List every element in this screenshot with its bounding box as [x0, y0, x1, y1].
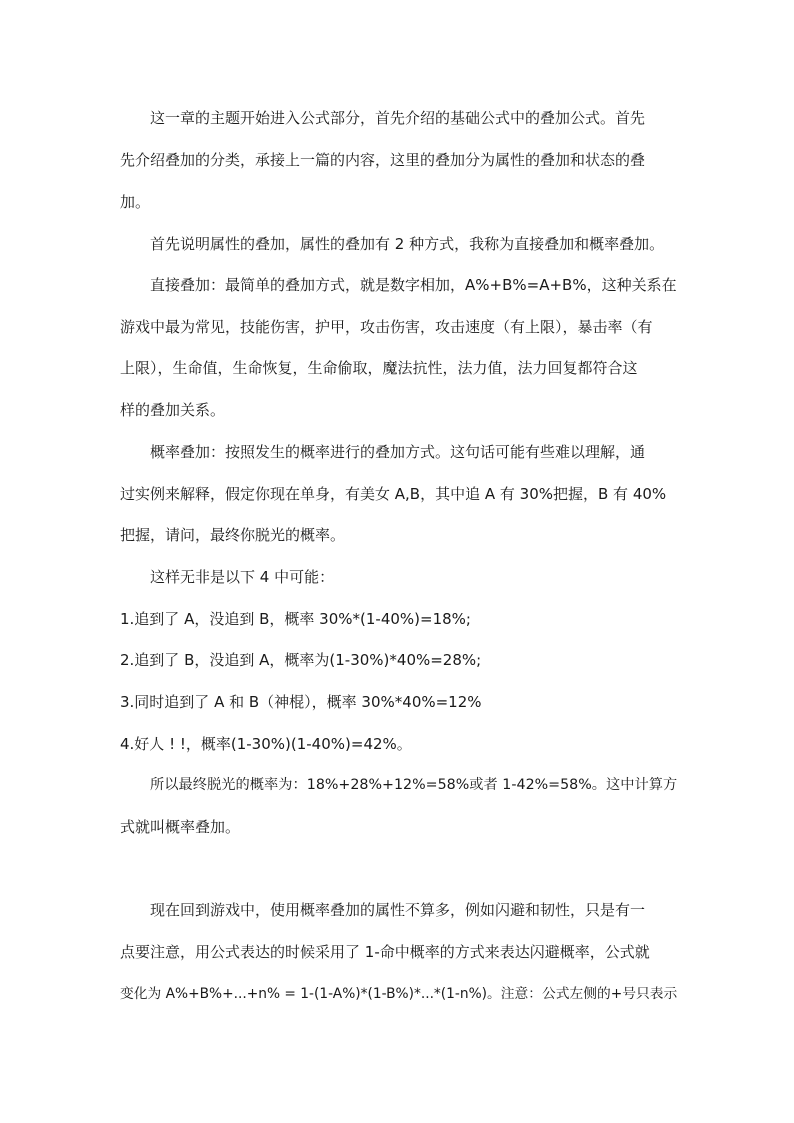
- text-line-9: 概率叠加：按照发生的概率进行的叠加方式。这句话可能有些难以理解，通: [150, 443, 646, 461]
- text-line-2: 先介绍叠加的分类，承接上一篇的内容，这里的叠加分为属性的叠加和状态的叠: [120, 151, 646, 169]
- text-line-21: 变化为 A%+B%+...+n% = 1-(1-A%)*(1-B%)*...*(1-n%)。注意：公式左侧的+号只表示: [120, 986, 678, 1002]
- text-line-18: 式就叫概率叠加。: [120, 818, 241, 836]
- text-line-5: 直接叠加：最简单的叠加方式，就是数字相加，A%+B%=A+B%，这种关系在: [150, 276, 677, 294]
- text-line-6: 游戏中最为常见，技能伤害，护甲，攻击伤害，攻击速度（有上限），暴击率（有: [120, 318, 653, 336]
- text-line-20: 点要注意，用公式表达的时候采用了 1-命中概率的方式来表达闪避概率，公式就: [120, 943, 650, 961]
- text-line-4: 首先说明属性的叠加，属性的叠加有 2 种方式，我称为直接叠加和概率叠加。: [150, 235, 665, 253]
- text-line-15: 3.同时追到了 A 和 B（神棍），概率 30%*40%=12%: [120, 693, 482, 711]
- text-line-16: 4.好人 ! !，概率(1-30%)(1-40%)=42%。: [120, 735, 412, 753]
- text-line-7: 上限），生命值，生命恢复，生命偷取，魔法抗性，法力值，法力回复都符合这: [120, 359, 638, 377]
- text-line-12: 这样无非是以下 4 中可能：: [150, 568, 335, 586]
- text-line-19: 现在回到游戏中，使用概率叠加的属性不算多，例如闪避和韧性，只是有一: [150, 901, 646, 919]
- text-line-10: 过实例来解释，假定你现在单身，有美女 A,B，其中追 A 有 30%把握，B 有 40%: [120, 485, 667, 503]
- text-line-14: 2.追到了 B，没追到 A，概率为(1-30%)*40%=28%;: [120, 651, 482, 669]
- text-line-13: 1.追到了 A，没追到 B，概率 30%*(1-40%)=18%;: [120, 610, 471, 628]
- text-line-11: 把握，请问，最终你脱光的概率。: [120, 526, 346, 544]
- text-line-1: 这一章的主题开始进入公式部分，首先介绍的基础公式中的叠加公式。首先: [150, 109, 646, 127]
- text-line-3: 加。: [120, 193, 151, 211]
- text-line-8: 样的叠加关系。: [120, 401, 226, 419]
- text-line-17: 所以最终脱光的概率为：18%+28%+12%=58%或者 1-42%=58%。这中计算方: [150, 777, 678, 793]
